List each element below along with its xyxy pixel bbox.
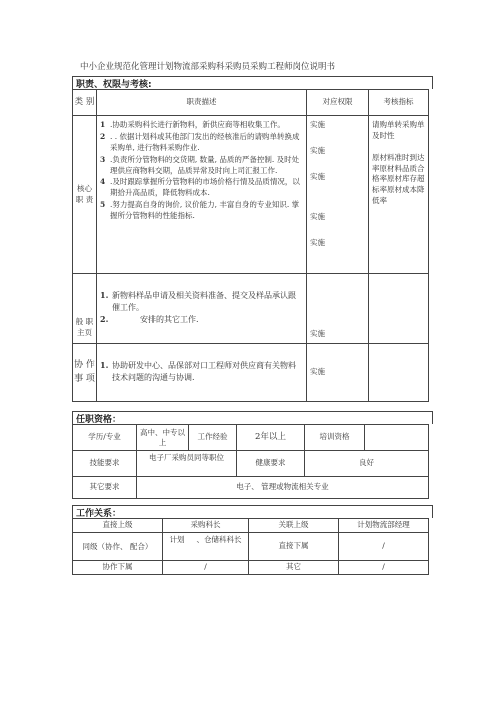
core-duty-number: 4 bbox=[100, 177, 106, 187]
header-category: 类 别 bbox=[73, 90, 97, 116]
experience-label: 工作经验 bbox=[189, 425, 237, 451]
header-authority: 对应权限 bbox=[307, 90, 369, 116]
coop-subordinate-label: 协作下属 bbox=[73, 561, 163, 575]
qualifications-table bbox=[72, 424, 429, 499]
section-responsibilities-heading: 职责、权限与考核: bbox=[72, 76, 433, 89]
education-label: 学历/专业 bbox=[73, 425, 137, 451]
core-kpi: 请购单转采购单及时性 原材料准时到达率原材料品质合格率原材库存超标率原材成本降低率 bbox=[369, 116, 429, 274]
core-label: 核心 职 责 bbox=[73, 116, 97, 274]
core-duty-item bbox=[100, 155, 303, 177]
other-requirements-label: 其它要求 bbox=[73, 477, 137, 499]
core-duty-text: .协助采购科长进行新物料，新供应商等相收集工作。 bbox=[110, 120, 285, 129]
experience-value: 2年以上 bbox=[237, 425, 305, 451]
core-duty-number: 5 bbox=[100, 200, 106, 210]
core-duty-number: 2 bbox=[100, 131, 106, 141]
supervisor-value: 采购科长 bbox=[163, 519, 249, 533]
section-relations-heading: 工作关系： bbox=[72, 505, 433, 518]
health-label: 健康要求 bbox=[237, 451, 305, 477]
section-qualifications-heading: 任职资格： bbox=[72, 411, 433, 424]
general-duties bbox=[97, 274, 307, 344]
general-duty-text: 新物料样品申请及相关资料准备、提交及样品承认跟催工作。 bbox=[112, 291, 296, 312]
core-duty-item bbox=[100, 200, 303, 222]
subordinate-label: 直接下属 bbox=[249, 533, 339, 561]
education-value: 高中、中专以上 bbox=[137, 425, 189, 451]
relations-table bbox=[72, 518, 429, 575]
core-duty-item bbox=[100, 120, 303, 131]
authority-value: 实施 bbox=[310, 172, 325, 181]
coop-duty-text: 协助研发中心、品保部对口工程师对供应商有关物料技术问题的沟通与协调. bbox=[112, 361, 296, 382]
coop-label: 协 作 事 项 bbox=[73, 344, 97, 402]
coop-duties bbox=[97, 344, 307, 402]
general-duty-text: 安排的其它工作. bbox=[140, 315, 199, 325]
general-duty-number: 1. bbox=[100, 290, 109, 301]
coop-authority: 实施 bbox=[307, 344, 369, 402]
general-label: 般 职 主页 bbox=[73, 274, 97, 344]
coop-kpi bbox=[369, 344, 429, 402]
core-duty-item bbox=[100, 177, 303, 199]
skill-value: 电子厂采购员同等职位 bbox=[137, 451, 237, 477]
coop-duty-number: 1. bbox=[100, 360, 109, 371]
general-duty-number: 2. bbox=[100, 314, 109, 325]
subordinate-value: / bbox=[339, 533, 429, 561]
core-duties bbox=[97, 116, 307, 274]
other-relation-label: 其它 bbox=[249, 561, 339, 575]
related-supervisor-value: 计划物流部经理 bbox=[339, 519, 429, 533]
core-authority bbox=[307, 116, 369, 274]
health-value: 良好 bbox=[305, 451, 429, 477]
authority-value: 实施 bbox=[310, 146, 325, 155]
general-kpi bbox=[369, 274, 429, 344]
general-duty-item bbox=[100, 314, 303, 326]
skill-label: 技能要求 bbox=[73, 451, 137, 477]
core-duty-item bbox=[100, 132, 303, 154]
header-kpi: 考核指标 bbox=[369, 90, 429, 116]
peer-label: 同级（协作、 配合） bbox=[73, 533, 163, 561]
core-duty-number: 1 bbox=[100, 120, 106, 129]
core-duty-text: . . 依据计划科或其他部门发出的经核准后的请购单转换成采购单, 进行物料采购作业. bbox=[110, 131, 300, 152]
peer-value: 计划 、仓储科科长 bbox=[163, 533, 249, 561]
core-duty-text: .努力提高自身的询价, 议价能力, 丰富自身的专业知识. 掌握所分管物料的性能指标. bbox=[110, 200, 300, 220]
training-label: 培训资格 bbox=[305, 425, 365, 451]
authority-value: 实施 bbox=[310, 238, 325, 247]
related-supervisor-label: 关联上级 bbox=[249, 519, 339, 533]
document-title: 中小企业规范化管理计划物流部采购科采购员采购工程师岗位说明书 bbox=[80, 62, 336, 72]
authority-value: 实施 bbox=[310, 120, 325, 129]
general-duty-item bbox=[100, 290, 303, 313]
responsibilities-table bbox=[72, 89, 429, 402]
coop-subordinate-value: / bbox=[163, 561, 249, 575]
coop-duty-item bbox=[100, 360, 303, 383]
other-relation-value: / bbox=[339, 561, 429, 575]
authority-value: 实施 bbox=[310, 212, 325, 221]
general-authority: 实施 bbox=[307, 274, 369, 344]
core-duty-number: 3 bbox=[100, 154, 106, 164]
core-duty-text: .负责所分管物料的交货期, 数量, 品质的严备控制. 及时处理供应商物料交期，品质异常及时向上司汇报工作. bbox=[110, 154, 300, 175]
header-description: 职责描述 bbox=[97, 90, 307, 116]
other-requirements-value: 电子、 管理或物流相关专业 bbox=[137, 477, 429, 499]
supervisor-label: 直接上级 bbox=[73, 519, 163, 533]
training-value bbox=[365, 425, 429, 451]
core-duty-text: .及时跟踪掌握所分管物料的市场价格行情及品质情况，以期拾升高品质，降低物料成本. bbox=[110, 177, 300, 198]
